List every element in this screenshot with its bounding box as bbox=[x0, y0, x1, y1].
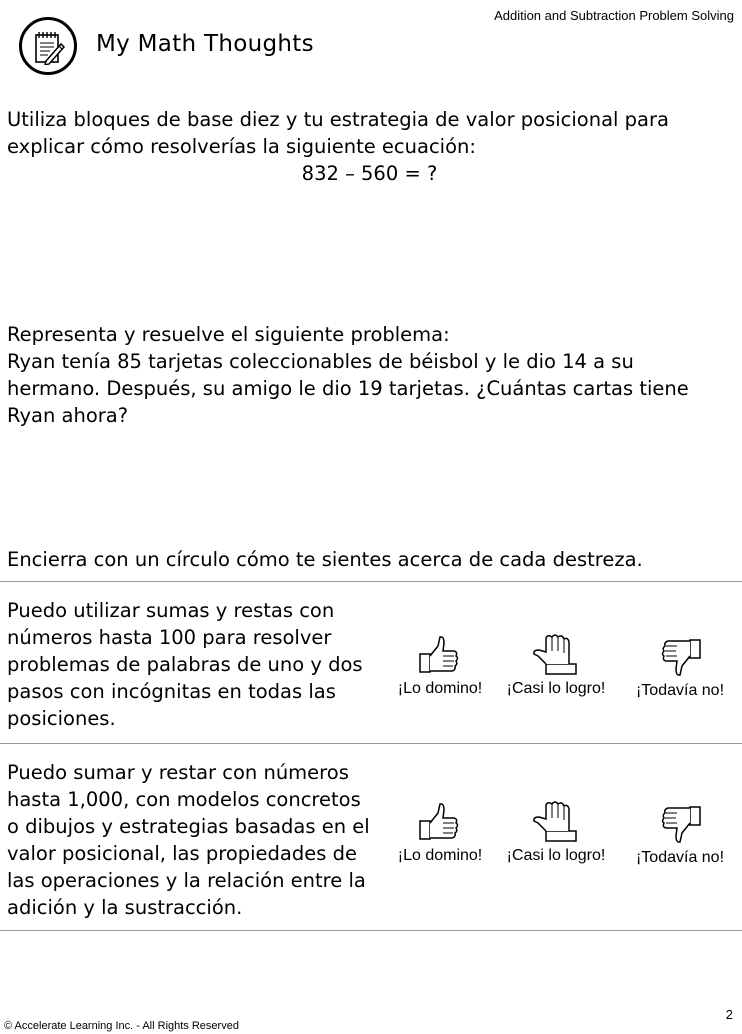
skill-line: pasos con incógnitas en todas las bbox=[7, 680, 336, 703]
divider bbox=[0, 743, 742, 744]
section1-prompt bbox=[7, 106, 732, 187]
self-assessment-instruction: Encierra con un círculo cómo te sientes acerca de cada destreza. bbox=[7, 548, 643, 571]
thumbs-sideways-icon bbox=[532, 632, 580, 676]
section2-line: Ryan tenía 85 tarjetas coleccionables de béisbol y le dio 14 a su bbox=[7, 350, 634, 373]
thumbs-down-icon bbox=[656, 636, 704, 678]
rating-label: ¡Lo domino! bbox=[397, 680, 483, 697]
skill-line: o dibujos y estrategias basadas en el bbox=[7, 815, 370, 838]
thumbs-sideways-icon bbox=[532, 799, 580, 843]
skill-line: valor posicional, las propiedades de bbox=[7, 842, 357, 865]
section1-line: Utiliza bloques de base diez y tu estrategia de valor posicional para bbox=[7, 108, 669, 131]
section1-line: explicar cómo resolverías la siguiente ecuación: bbox=[7, 135, 476, 158]
skill-line: números hasta 100 para resolver bbox=[7, 626, 332, 649]
copyright: © Accelerate Learning Inc. - All Rights Reserved bbox=[4, 1020, 239, 1032]
section2-line: Representa y resuelve el siguiente problema: bbox=[7, 323, 450, 346]
divider bbox=[0, 581, 742, 582]
equation: 832 – 560 = ? bbox=[301, 162, 438, 185]
rating-option-not-yet[interactable] bbox=[620, 636, 740, 700]
rating-option-mastered[interactable] bbox=[380, 801, 500, 865]
thumbs-up-icon bbox=[416, 634, 464, 676]
thumbs-up-icon bbox=[416, 801, 464, 843]
skill-line: posiciones. bbox=[7, 707, 116, 730]
divider bbox=[0, 930, 742, 931]
rating-label: ¡Todavía no! bbox=[635, 682, 725, 699]
brand-title: My Math Thoughts bbox=[96, 31, 314, 57]
skill-line: adición y la sustracción. bbox=[7, 896, 243, 919]
skill-statement bbox=[7, 759, 387, 921]
section2-problem bbox=[7, 321, 732, 429]
skill-line: hasta 1,000, con modelos concretos bbox=[7, 788, 361, 811]
notepad-pencil-icon bbox=[19, 17, 77, 75]
page-number: 2 bbox=[725, 1007, 733, 1022]
skill-line: las operaciones y la relación entre la bbox=[7, 869, 366, 892]
rating-option-mastered[interactable] bbox=[380, 634, 500, 698]
skill-line: problemas de palabras de uno y dos bbox=[7, 653, 363, 676]
skill-line: Puedo sumar y restar con números bbox=[7, 761, 349, 784]
section2-line: hermano. Después, su amigo le dio 19 tarjetas. ¿Cuántas cartas tiene bbox=[7, 377, 689, 400]
section2-line: Ryan ahora? bbox=[7, 404, 129, 427]
rating-label: ¡Casi lo logro! bbox=[506, 847, 606, 864]
rating-label: ¡Casi lo logro! bbox=[506, 680, 606, 697]
rating-option-not-yet[interactable] bbox=[620, 803, 740, 867]
skill-line: Puedo utilizar sumas y restas con bbox=[7, 599, 335, 622]
unit-title: Addition and Subtraction Problem Solving bbox=[494, 8, 734, 23]
rating-option-almost[interactable] bbox=[496, 799, 616, 865]
thumbs-down-icon bbox=[656, 803, 704, 845]
rating-label: ¡Lo domino! bbox=[397, 847, 483, 864]
rating-option-almost[interactable] bbox=[496, 632, 616, 698]
rating-label: ¡Todavía no! bbox=[635, 849, 725, 866]
skill-statement bbox=[7, 597, 387, 732]
